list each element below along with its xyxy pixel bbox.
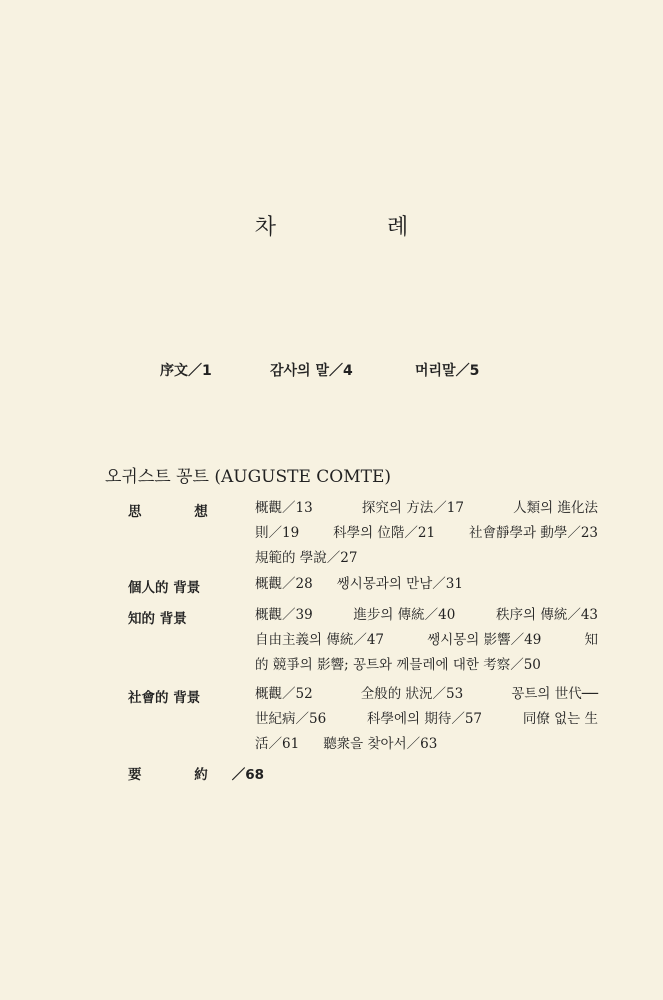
entry-line (255, 496, 598, 521)
toc-entry[interactable]: 人類의 進化法 (513, 500, 598, 516)
toc-entry[interactable]: 聽衆을 찾아서／63 (323, 736, 438, 752)
section-entries (255, 572, 598, 597)
toc-entry[interactable]: 知 (584, 632, 598, 648)
toc-entry[interactable]: 概觀／52 (255, 686, 313, 702)
toc-entry[interactable]: 概觀／13 (255, 500, 313, 516)
toc-entry-acknowledgements[interactable]: 감사의 말／4 (270, 363, 353, 379)
toc-entry[interactable]: 科學에의 期待／57 (366, 711, 483, 727)
toc-entry[interactable]: 活／61 (255, 736, 300, 752)
toc-entry-introduction[interactable]: 머리말／5 (415, 363, 480, 379)
entry-line (255, 682, 598, 707)
part-heading: 오귀스트 꽁트 (AUGUSTE COMTE) (105, 467, 392, 487)
toc-entry[interactable]: 同僚 없는 生 (522, 711, 598, 727)
entry-line (255, 653, 598, 678)
section-label: 知的 背景 (128, 611, 187, 627)
toc-entry[interactable]: 探究의 方法／17 (361, 500, 464, 516)
toc-entry[interactable]: 概觀／39 (255, 607, 313, 623)
toc-entry[interactable]: 規範的 學說／27 (255, 550, 358, 566)
section-entries (255, 682, 598, 757)
entry-line (255, 572, 598, 597)
summary-label: 要 約 (128, 767, 232, 783)
toc-entry-preface[interactable]: 序文／1 (160, 363, 212, 379)
toc-entry[interactable]: 全般的 狀況／53 (360, 686, 464, 702)
toc-entry-summary[interactable] (128, 763, 264, 783)
toc-entry[interactable]: 則／19 (255, 525, 300, 541)
entry-line (255, 546, 598, 571)
toc-entry[interactable]: 的 競爭의 影響; 꽁트와 께믈레에 대한 考察／50 (255, 657, 541, 673)
section-entries (255, 603, 598, 678)
section-label: 社會的 背景 (128, 690, 201, 706)
toc-entry[interactable]: 世紀病／56 (255, 711, 327, 727)
page-title: 차 례 (254, 215, 461, 240)
toc-entry[interactable]: 概觀／28 (255, 576, 313, 592)
entry-line (255, 732, 598, 757)
toc-entry[interactable]: 社會靜學과 動學／23 (468, 525, 598, 541)
section-label: 思 想 (128, 504, 232, 520)
toc-entry[interactable]: 쌩시몽의 影響／49 (427, 632, 542, 648)
toc-entry[interactable]: 꽁트의 世代── (511, 686, 598, 702)
entry-line (255, 628, 598, 653)
summary-page: ／68 (231, 767, 264, 783)
toc-entry[interactable]: 進步의 傳統／40 (353, 607, 456, 623)
section-label: 個人的 背景 (128, 580, 201, 596)
entry-line (255, 707, 598, 732)
toc-entry[interactable]: 쌩시몽과의 만남／31 (336, 576, 463, 592)
toc-entry[interactable]: 科學의 位階／21 (333, 525, 436, 541)
toc-entry[interactable]: 秩序의 傳統／43 (495, 607, 598, 623)
toc-entry[interactable]: 自由主義의 傳統／47 (255, 632, 385, 648)
entry-line (255, 521, 598, 546)
section-entries (255, 496, 598, 571)
entry-line (255, 603, 598, 628)
